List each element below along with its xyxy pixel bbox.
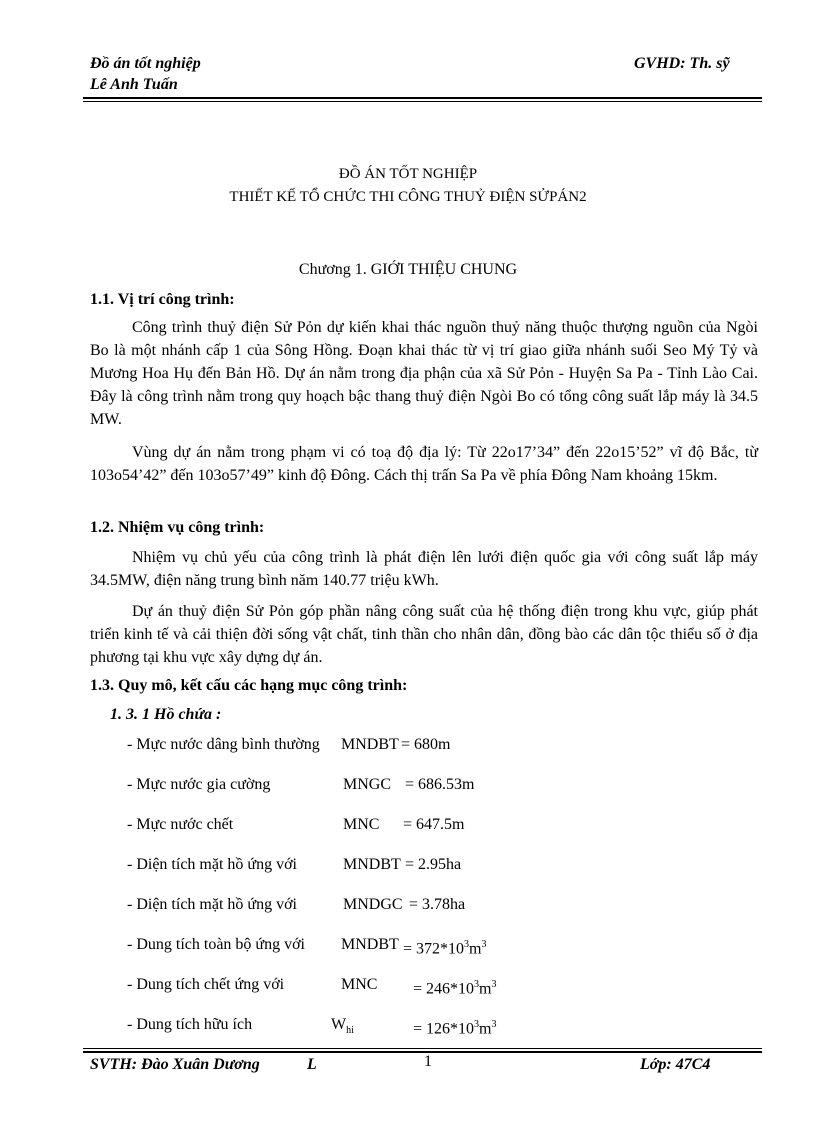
paragraph-coordinates: Vùng dự án nằm trong phạm vi có toạ độ địa lý: Từ 22o17’34” đến 22o15’52” vĩ độ Bắc, từ 103o54’42” đến 103o57’49” kinh độ Đông. Cách thị trấn Sa Pa về phía Đông Nam khoảng 15km.: [90, 444, 758, 484]
section-heading-1-3: 1.3. Quy mô, kết cấu các hạng mục công trình:: [90, 677, 408, 694]
doc-subtitle: THIẾT KẾ TỔ CHỨC THI CÔNG THUỶ ĐIỆN SỬPÁN2: [229, 189, 587, 205]
subsection-reservoir: 1. 3. 1 Hồ chứa :: [110, 706, 222, 723]
header-author: Lê Anh Tuấn: [90, 76, 178, 93]
chapter-heading: Chương 1. GIỚI THIỆU CHUNG: [298, 261, 518, 278]
paragraph-benefits: Dự án thuỷ điện Sử Pỏn góp phần nâng công suất của hệ thống điện trong khu vực, giúp phát triển kinh tế và cải thiện đời sống vật chất, tinh thần cho nhân dân, đồng bào các dân tộc thiểu số ở địa phương tại khu vực xây dựng dự án.: [90, 603, 758, 666]
paragraph-location: Công trình thuỷ điện Sử Pỏn dự kiến khai thác nguồn thuỷ năng thuộc thượng nguồn của Ngòi Bo là một nhánh cấp 1 của Sông Hồng. Đoạn khai thác từ vị trí giao giữa nhánh suối Seo Mý Tỷ và Mương Hoa Hụ đến Bản Hồ. Dự án nằm trong địa phận của xã Sử Pỏn - Huyện Sa Pa - Tỉnh Lào Cai. Đây là công trình nằm trong quy hoạch bậc thang thuỷ điện Ngòi Bo có tổng công suất lắp máy là 34.5 MW.: [90, 319, 758, 428]
page-number: 1: [424, 1053, 432, 1070]
footer-rule: [83, 1051, 762, 1053]
footer-student-suffix: L: [307, 1056, 317, 1073]
section-heading-1-1: 1.1. Vị trí công trình:: [90, 291, 235, 308]
footer-student: SVTH: Đào Xuân Dương: [90, 1056, 260, 1073]
section-heading-1-2: 1.2. Nhiệm vụ công trình:: [90, 519, 265, 536]
paragraph-mission: Nhiệm vụ chủ yếu của công trình là phát điện lên lưới điện quốc gia với công suất lắp máy 34.5MW, điện năng trung bình năm 140.77 triệu kWh.: [90, 549, 758, 589]
footer-class: Lớp: 47C4: [640, 1056, 711, 1073]
header-advisor: GVHD: Th. sỹ: [634, 55, 730, 72]
header-rule-thin: [83, 101, 762, 102]
footer-rule-thin: [83, 1048, 762, 1049]
doc-title: ĐỒ ÁN TỐT NGHIỆP: [338, 166, 478, 182]
header-rule: [83, 97, 762, 99]
header-title: Đồ án tốt nghiệp: [90, 55, 201, 72]
